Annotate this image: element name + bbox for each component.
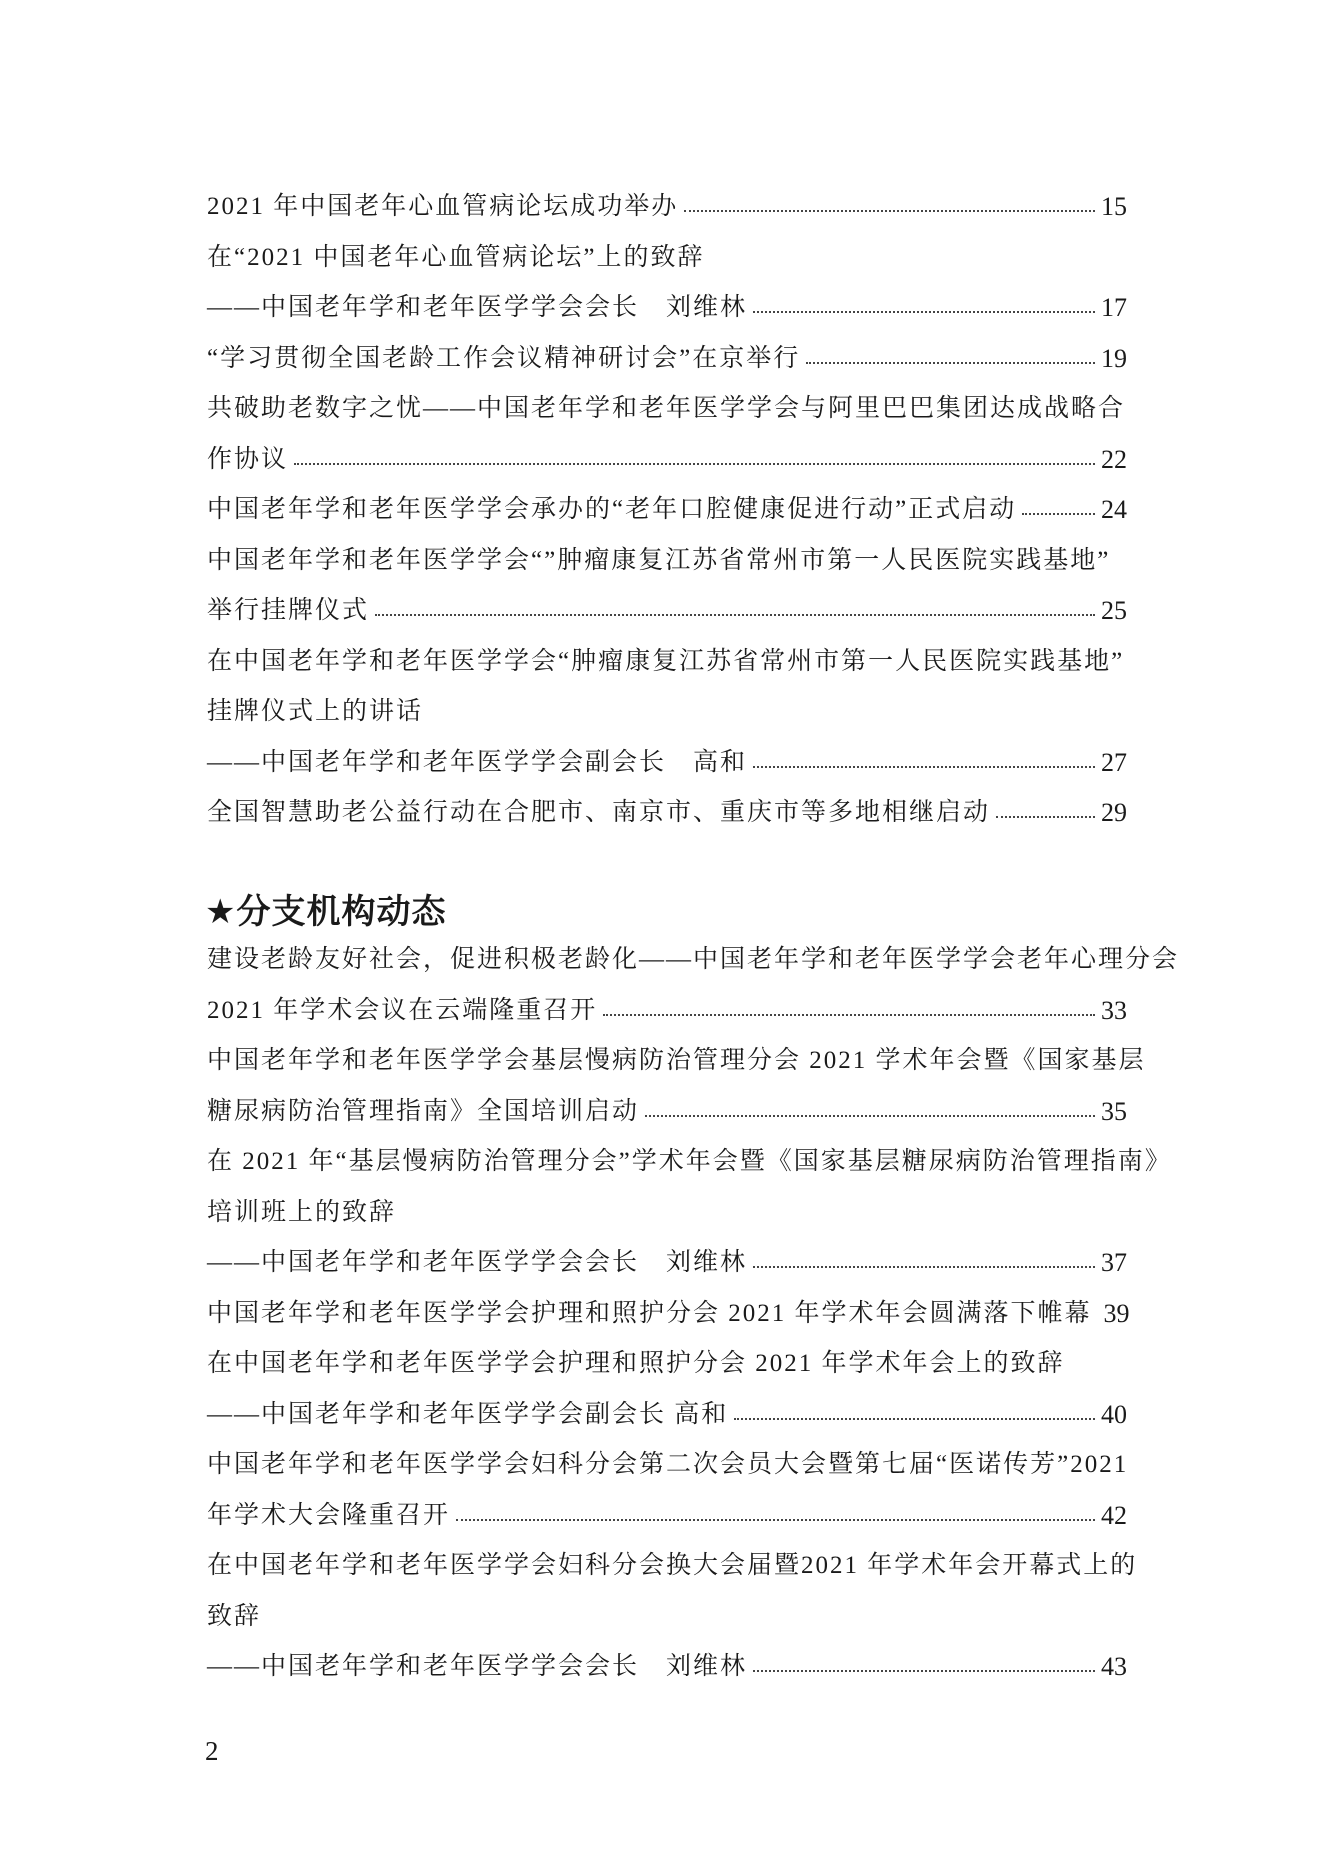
toc-line: [207, 1238, 1127, 1289]
toc-entry[interactable]: [207, 1541, 1138, 1693]
toc-section-2: [207, 935, 1180, 1693]
dot-leader: [734, 1418, 1095, 1420]
toc-line: [207, 1541, 1138, 1592]
toc-line: [207, 637, 1127, 688]
toc-entry-title: 在中国老年学和老年医学学会妇科分会换大会届暨2021 年学术年会开幕式上的: [207, 1552, 1138, 1579]
toc-line: [207, 687, 1127, 738]
dot-leader: [806, 362, 1095, 364]
toc-entry-title: 在“2021 中国老年心血管病论坛”上的致辞: [207, 243, 705, 271]
toc-line: [207, 738, 1127, 789]
toc-page-number: 39: [1103, 1298, 1130, 1328]
toc-entry-title: 举行挂牌仪式: [207, 597, 370, 624]
toc-page-number: 27: [1101, 747, 1127, 777]
toc-page-number: 19: [1101, 343, 1127, 373]
toc-page-number: 22: [1101, 444, 1127, 474]
toc-entry-title: 年学术大会隆重召开: [207, 1501, 451, 1529]
page-number: 2: [205, 1736, 219, 1766]
toc-page-number: 42: [1101, 1500, 1127, 1530]
dot-leader: [753, 1266, 1095, 1268]
toc-entry-title: 共破助老数字之忧——中国老年学和老年医学学会与阿里巴巴集团达成战略合: [207, 395, 1126, 422]
toc-entry-title: 糖尿病防治管理指南》全国培训启动: [207, 1097, 640, 1125]
toc-line: [207, 1188, 1127, 1239]
toc-line: [207, 935, 1180, 986]
dot-leader: [375, 614, 1095, 616]
toc-page-number: 17: [1101, 293, 1127, 322]
toc-entry[interactable]: [207, 536, 1127, 637]
toc-line: [207, 986, 1127, 1037]
toc-line: [207, 1390, 1127, 1441]
toc-page-number: 15: [1101, 192, 1127, 221]
toc-entry[interactable]: [207, 1289, 1130, 1340]
toc-section-1: [207, 182, 1127, 839]
toc-entry-title: 致辞: [207, 1602, 262, 1630]
dot-leader: [294, 463, 1095, 465]
toc-line: [207, 586, 1127, 637]
toc-entry[interactable]: [207, 334, 1127, 385]
toc-entry[interactable]: [207, 1339, 1127, 1440]
toc-entry[interactable]: [207, 1137, 1172, 1289]
toc-entry-title: ——中国老年学和老年医学学会副会长 高和: [207, 748, 748, 776]
toc-entry-title: 培训班上的致辞: [207, 1198, 397, 1226]
toc-entry[interactable]: [207, 935, 1180, 1036]
toc-entry-title: ——中国老年学和老年医学学会会长 刘维林: [207, 1249, 748, 1276]
toc-entry-title: ——中国老年学和老年医学学会会长 刘维林: [207, 1653, 748, 1680]
toc-entry-title: ——中国老年学和老年医学学会会长 刘维林: [207, 294, 748, 321]
toc-page-number: 37: [1101, 1248, 1127, 1277]
toc-page-number: 35: [1101, 1096, 1127, 1126]
toc-page-number: 24: [1101, 495, 1127, 524]
dot-leader: [603, 1014, 1095, 1016]
toc-line: [207, 233, 1127, 284]
toc-page-number: 43: [1101, 1652, 1127, 1681]
toc-line: [207, 1491, 1127, 1542]
toc-page-number: 29: [1101, 798, 1127, 827]
toc-line: [207, 1289, 1130, 1340]
toc-entry-title: 在中国老年学和老年医学学会护理和照护分会 2021 年学术年会上的致辞: [207, 1350, 1065, 1377]
toc-entry[interactable]: [207, 788, 1127, 839]
toc-entry[interactable]: [207, 1440, 1127, 1541]
dot-leader: [684, 210, 1095, 212]
toc-line: [207, 1339, 1127, 1390]
toc-entry[interactable]: [207, 182, 1127, 233]
toc-line: [207, 1592, 1127, 1643]
toc-entry-title: 2021 年学术会议在云端隆重召开: [207, 996, 598, 1024]
toc-line: [207, 536, 1127, 587]
toc-line: [207, 334, 1127, 385]
toc-line: [207, 182, 1127, 233]
toc-line: [207, 283, 1127, 334]
toc-entry-title: 挂牌仪式上的讲话: [207, 698, 424, 725]
dot-leader: [753, 766, 1095, 768]
toc-line: [207, 1440, 1127, 1491]
toc-line: [207, 435, 1127, 486]
toc-line: [207, 1087, 1127, 1138]
toc-entry[interactable]: [207, 1036, 1146, 1137]
toc-page-number: 33: [1101, 995, 1127, 1025]
toc-entry[interactable]: [207, 637, 1127, 789]
toc-entry-title: 在中国老年学和老年医学学会“肿瘤康复江苏省常州市第一人民医院实践基地”: [207, 647, 1125, 675]
dot-leader: [753, 311, 1095, 313]
toc-entry[interactable]: [207, 485, 1127, 536]
dot-leader: [645, 1115, 1095, 1117]
section-heading: ★分支机构动态: [205, 892, 447, 932]
toc-entry-title: 2021 年中国老年心血管病论坛成功举办: [207, 193, 679, 220]
toc-entry-title: 中国老年学和老年医学学会承办的“老年口腔健康促进行动”正式启动: [207, 496, 1017, 523]
toc-entry[interactable]: [207, 384, 1127, 485]
toc-entry-title: 在 2021 年“基层慢病防治管理分会”学术年会暨《国家基层糖尿病防治管理指南》: [207, 1148, 1172, 1175]
toc-line: [207, 384, 1127, 435]
dot-leader: [456, 1519, 1095, 1521]
toc-line: [207, 1137, 1172, 1188]
toc-entry-title: 作协议: [207, 445, 289, 473]
toc-entry-title: 建设老龄友好社会，促进积极老龄化——中国老年学和老年医学学会老年心理分会: [207, 946, 1180, 973]
dot-leader: [753, 1670, 1095, 1672]
toc-line: [207, 788, 1127, 839]
toc-entry-title: “学习贯彻全国老龄工作会议精神研讨会”在京举行: [207, 344, 801, 372]
toc-entry-title: 中国老年学和老年医学学会“”肿瘤康复江苏省常州市第一人民医院实践基地”: [207, 546, 1111, 574]
dot-leader: [1022, 513, 1095, 515]
toc-entry-title: 中国老年学和老年医学学会妇科分会第二次会员大会暨第七届“医诺传芳”2021: [207, 1451, 1129, 1478]
toc-line: [207, 1642, 1127, 1693]
toc-entry-title: 中国老年学和老年医学学会基层慢病防治管理分会 2021 学术年会暨《国家基层: [207, 1047, 1146, 1074]
toc-page-number: 25: [1101, 596, 1127, 625]
toc-line: [207, 485, 1127, 536]
dot-leader: [996, 816, 1095, 818]
toc-entry-title: 中国老年学和老年医学学会护理和照护分会 2021 年学术年会圆满落下帷幕: [207, 1299, 1092, 1327]
toc-line: [207, 1036, 1146, 1087]
toc-page-number: 40: [1101, 1399, 1127, 1429]
toc-entry-title: 全国智慧助老公益行动在合肥市、南京市、重庆市等多地相继启动: [207, 799, 991, 826]
toc-entry[interactable]: [207, 233, 1127, 334]
toc-entry-title: ——中国老年学和老年医学学会副会长 高和: [207, 1400, 729, 1428]
